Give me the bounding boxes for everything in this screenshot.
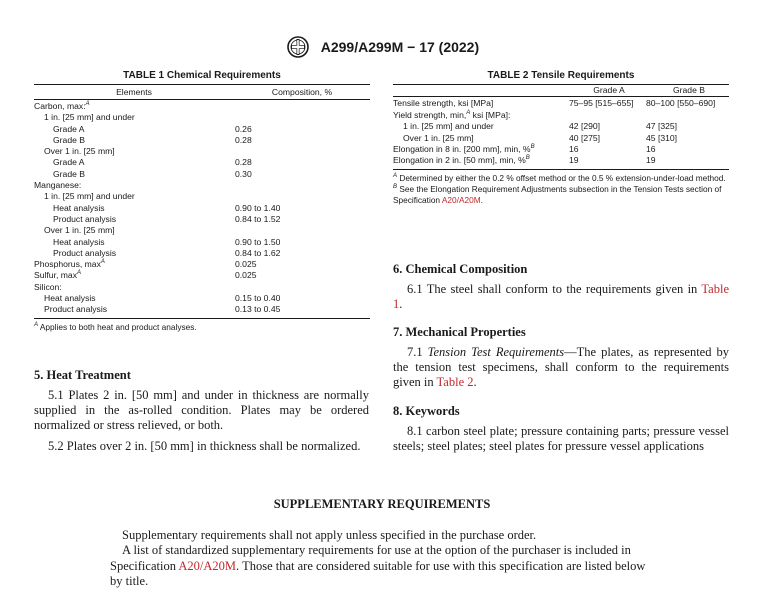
supplementary-paragraph-2 xyxy=(110,543,655,590)
table1-cell-element: Product analysis xyxy=(53,213,117,224)
table2-col-grade-b: Grade B xyxy=(672,85,705,95)
paragraph-6-1-text: 6.1 The steel shall conform to the requirements given in xyxy=(407,282,702,296)
table1-col-elements: Elements xyxy=(116,87,152,97)
table1-cell-element: Over 1 in. [25 mm] xyxy=(44,225,115,236)
table1-cell-composition: 0.28 xyxy=(235,134,252,145)
table1-cell-composition: 0.28 xyxy=(235,157,252,168)
table1-col-composition: Composition, % xyxy=(271,87,333,97)
table1-cell-element: Silicon: xyxy=(34,281,62,292)
paragraph-5-1 xyxy=(34,388,369,434)
astm-logo-icon xyxy=(285,36,311,58)
paragraph-7-1-heading: Tension Test Requirements xyxy=(427,345,565,359)
table-row xyxy=(34,101,370,112)
section-8-title: 8. Keywords xyxy=(393,404,460,418)
footnote-mark: A xyxy=(100,259,105,266)
table1-cell-element: Grade A xyxy=(53,157,85,168)
table2-cell-grade-b: 80–100 [550–690] xyxy=(646,98,716,109)
table-row xyxy=(34,293,370,304)
table2-cell-grade-b: 47 [325] xyxy=(646,121,678,132)
table2-footnote-b-mark: B xyxy=(393,183,398,190)
table2-cell-property-unit: ksi [MPa]: xyxy=(470,109,511,120)
link-table-1[interactable]: Table 1 xyxy=(393,282,729,312)
table-row xyxy=(34,214,370,225)
table-row xyxy=(34,169,370,180)
table1-cell-composition: 0.90 to 1.50 xyxy=(235,236,281,247)
table-row xyxy=(34,282,370,293)
table2-cell-grade-a: 75–95 [515–655] xyxy=(569,98,634,109)
table1-title: TABLE 1 Chemical Requirements xyxy=(123,70,281,81)
table-row xyxy=(34,124,370,135)
table1-cell-element: Grade B xyxy=(53,168,86,179)
link-table-2[interactable]: Table 2 xyxy=(436,375,474,390)
table1-cell-element: Over 1 in. [25 mm] xyxy=(44,146,115,157)
table-row xyxy=(34,135,370,146)
supplementary-paragraph-2-text: A list of standardized supplementary requirements for use at the option of the purchaser is included in Specification xyxy=(110,543,631,573)
table2-footnote-b xyxy=(393,184,729,206)
table2-cell-grade-a: 16 xyxy=(569,143,579,154)
paragraph-6-1-end: . xyxy=(399,297,403,312)
table-row xyxy=(34,248,370,259)
table1-cell-element: Grade B xyxy=(53,134,86,145)
table2-cell-grade-b: 45 [310] xyxy=(646,132,678,143)
footnote-mark: A xyxy=(466,109,471,116)
section-5-title: 5. Heat Treatment xyxy=(34,368,131,382)
table1-cell-element: Sulfur, max xyxy=(34,270,77,281)
table1-cell-composition: 0.025 xyxy=(235,270,257,281)
table2-footnote-a xyxy=(393,173,729,184)
paragraph-5-1-text: 5.1 Plates 2 in. [50 mm] and under in thickness are normally supplied in the as-rolled condition. Plates may be ordered normalized or stress relieved, or both. xyxy=(34,388,369,433)
table-row xyxy=(34,304,370,315)
table1-footnote xyxy=(34,322,370,333)
table2-title: TABLE 2 Tensile Requirements xyxy=(487,70,635,81)
paragraph-7-1 xyxy=(393,345,729,391)
table1-cell-element: 1 in. [25 mm] and under xyxy=(44,112,135,123)
footnote-mark: A xyxy=(77,270,82,277)
table-row xyxy=(393,133,729,144)
table1-cell-element: Carbon, max: xyxy=(34,101,86,111)
table1-cell-composition: 0.13 to 0.45 xyxy=(235,304,281,315)
table-row xyxy=(393,98,729,109)
table-row xyxy=(34,270,370,281)
paragraph-7-1-text: —The plates, as represented by the tension test specimens, shall conform to the requirements given in xyxy=(393,345,730,390)
table2-cell-property: Tensile strength, ksi [MPa] xyxy=(393,98,494,109)
document-designation: A299/A299M − 17 (2022) xyxy=(320,39,480,55)
supplementary-title: SUPPLEMENTARY REQUIREMENTS xyxy=(273,497,491,511)
table-row xyxy=(393,155,729,166)
paragraph-5-2-text: 5.2 Plates over 2 in. [50 mm] in thickness shall be normalized. xyxy=(48,439,361,453)
table2-cell-grade-b: 16 xyxy=(646,143,656,154)
table1-footnote-mark: A xyxy=(34,321,39,328)
supplementary-paragraph-1: Supplementary requirements shall not apply unless specified in the purchase order. xyxy=(122,528,537,542)
table1-cell-element: 1 in. [25 mm] and under xyxy=(44,191,135,202)
table2-cell-grade-a: 42 [290] xyxy=(569,121,601,132)
table2-cell-property: Elongation in 2 in. [50 mm], min, % xyxy=(393,155,526,166)
table2-col-grade-a: Grade A xyxy=(593,85,625,95)
paragraph-8-1 xyxy=(393,424,729,454)
paragraph-8-1-text: 8.1 carbon steel plate; pressure containing parts; pressure vessel steels; steel plates; steel plates for pressure vessel applications xyxy=(393,424,729,454)
table2-footnote-b-end: . xyxy=(480,194,483,205)
section-6-title: 6. Chemical Composition xyxy=(393,262,528,276)
table2-cell-grade-a: 19 xyxy=(569,155,579,166)
table2-cell-grade-b: 19 xyxy=(646,155,656,166)
table2-cell-property: 1 in. [25 mm] and under xyxy=(403,121,494,132)
table2-cell-grade-a: 40 [275] xyxy=(569,132,601,143)
table1-cell-element: Heat analysis xyxy=(53,236,105,247)
table2-cell-property: Elongation in 8 in. [200 mm], min, % xyxy=(393,143,531,154)
table1-cell-element: Product analysis xyxy=(44,304,108,315)
table2-footnote-a-text: Determined by either the 0.2 % offset method or the 0.5 % extension-under-load method. xyxy=(399,172,726,183)
table2-footnote-b-text: See the Elongation Requirement Adjustments subsection in the Tension Tests section of Specification xyxy=(393,183,722,205)
table-chemical-requirements xyxy=(34,70,370,333)
table1-cell-element: Heat analysis xyxy=(53,202,105,213)
footnote-mark: B xyxy=(530,144,535,151)
table-tensile-requirements xyxy=(393,70,729,206)
table1-cell-element: Product analysis xyxy=(53,247,117,258)
supplementary-paragraph-2-end: . Those that are considered suitable for use with this specification are listed below by title. xyxy=(110,558,646,588)
table1-cell-composition: 0.90 to 1.40 xyxy=(235,202,281,213)
table-row xyxy=(34,180,370,191)
table-row xyxy=(393,144,729,155)
table-row xyxy=(393,121,729,132)
paragraph-7-1-end: . xyxy=(473,375,477,390)
paragraph-7-1-number: 7.1 xyxy=(407,345,428,359)
table-row xyxy=(34,225,370,236)
table-row xyxy=(34,157,370,168)
document-header xyxy=(0,36,764,58)
table1-cell-composition: 0.025 xyxy=(235,259,257,270)
table-row xyxy=(34,237,370,248)
table1-cell-element: Grade A xyxy=(53,123,85,134)
link-a20-a20m-footnote[interactable]: A20/A20M xyxy=(441,194,481,205)
table1-footnote-text: Applies to both heat and product analyses. xyxy=(39,321,197,332)
table-row xyxy=(34,203,370,214)
table-row xyxy=(34,146,370,157)
table1-cell-element: Manganese: xyxy=(34,180,82,191)
table1-cell-element: Heat analysis xyxy=(44,293,96,304)
table-row xyxy=(34,112,370,123)
section-7-title: 7. Mechanical Properties xyxy=(393,325,526,339)
table1-cell-composition: 0.15 to 0.40 xyxy=(235,293,281,304)
table1-body xyxy=(34,100,370,316)
paragraph-6-1 xyxy=(393,282,729,312)
link-a20-a20m[interactable]: A20/A20M xyxy=(178,558,237,573)
table-row xyxy=(34,259,370,270)
table2-cell-property: Over 1 in. [25 mm] xyxy=(403,132,474,143)
table1-cell-composition: 0.30 xyxy=(235,168,252,179)
table2-cell-property: Yield strength, min, xyxy=(393,109,467,120)
table2-header-row xyxy=(393,85,729,96)
table2-body xyxy=(393,97,729,166)
paragraph-5-2 xyxy=(34,439,369,454)
table1-cell-element: Phosphorus, max xyxy=(34,259,101,270)
table-row xyxy=(34,191,370,202)
table1-cell-composition: 0.84 to 1.62 xyxy=(235,247,281,258)
table-row xyxy=(393,110,729,121)
table1-cell-composition: 0.26 xyxy=(235,123,252,134)
footnote-mark: B xyxy=(525,155,530,162)
table1-header-row xyxy=(34,85,370,99)
footnote-mark: A xyxy=(85,101,90,108)
table2-footnote-a-mark: A xyxy=(393,172,398,179)
table1-cell-composition: 0.84 to 1.52 xyxy=(235,213,281,224)
